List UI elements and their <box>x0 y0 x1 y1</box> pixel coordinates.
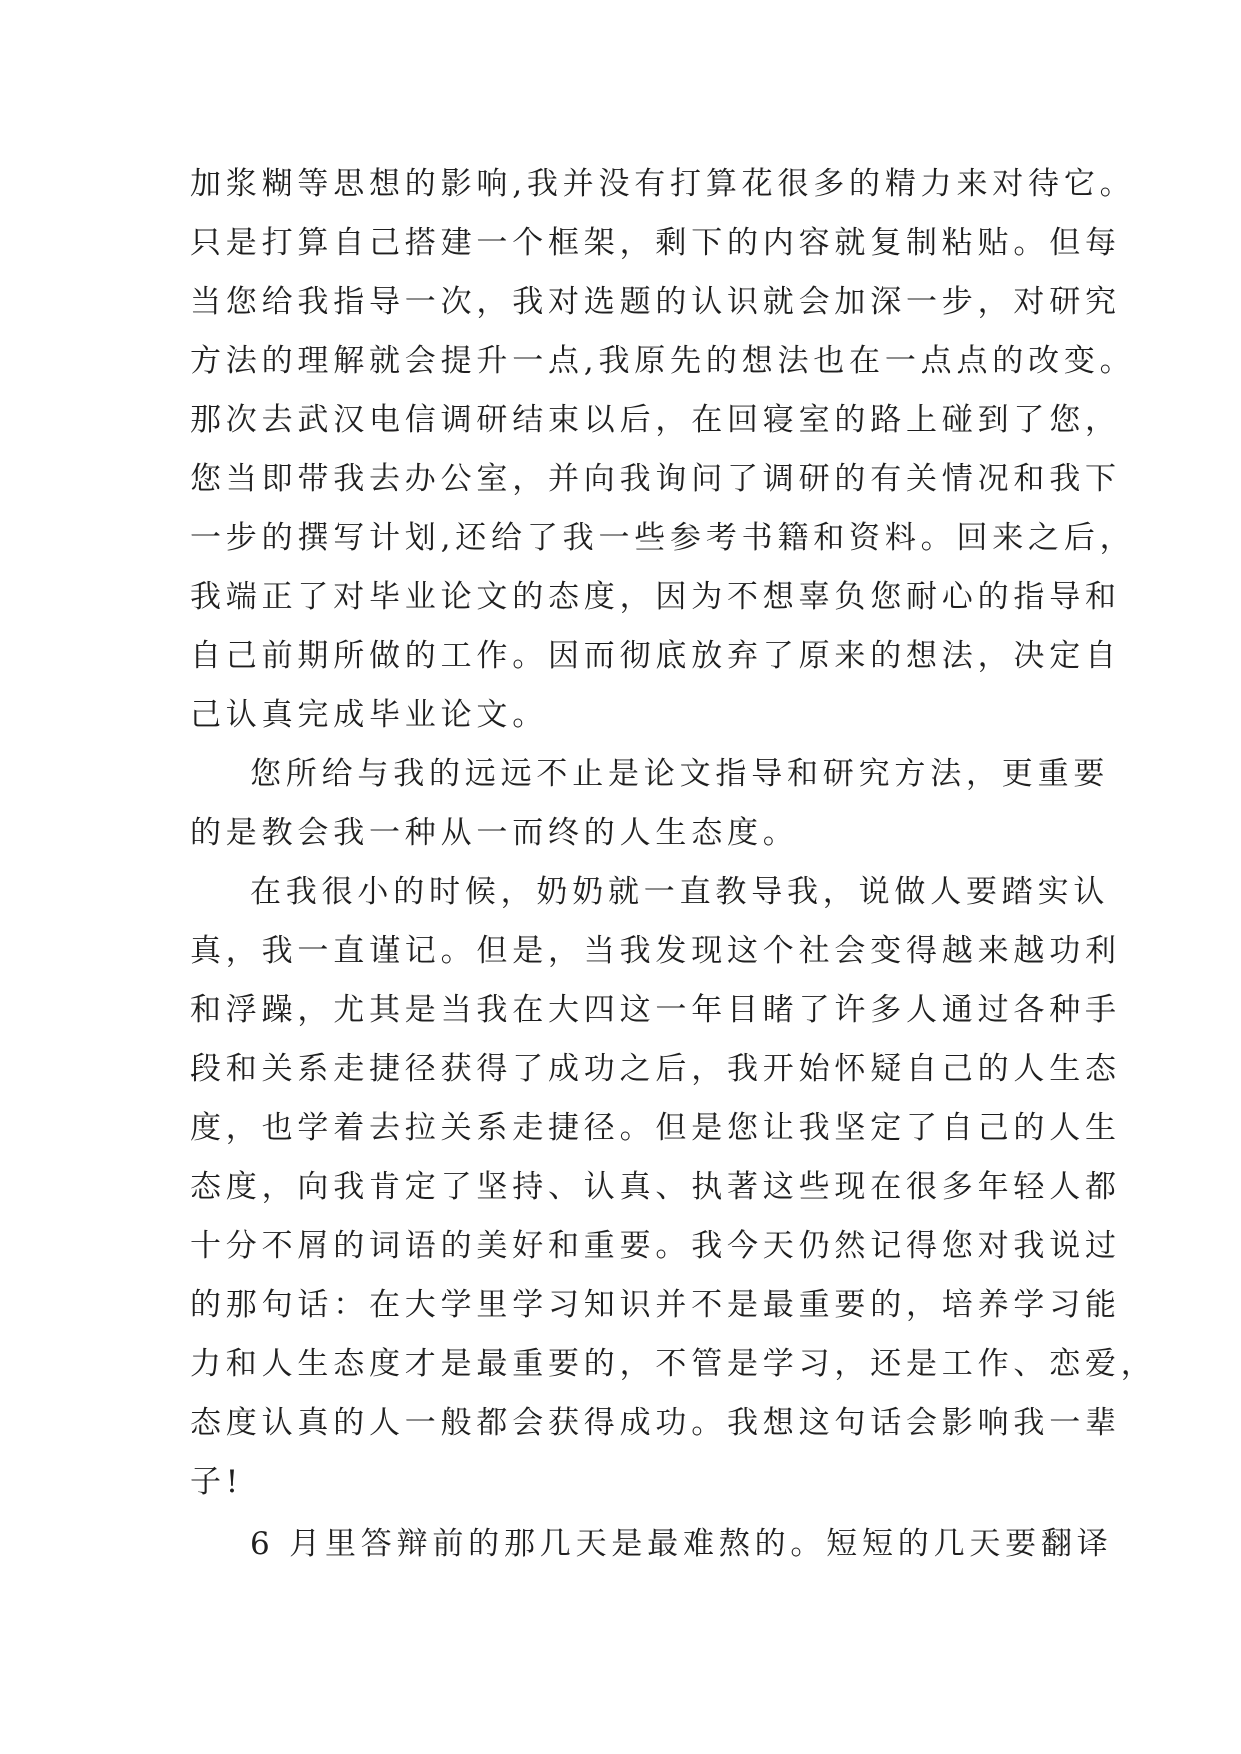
paragraph-first-line: 在我很小的时候，奶奶就一直教导我，说做人要踏实认 <box>250 874 1110 910</box>
text-line: 子! <box>190 1464 244 1500</box>
text-line: 的是教会我一种从一而终的人生态度。 <box>190 815 799 851</box>
text-line: 真，我一直谨记。但是，当我发现这个社会变得越来越功利 <box>190 933 1121 969</box>
text-line: 一步的撰写计划,还给了我一些参考书籍和资料。回来之后， <box>190 520 1136 556</box>
text-line: 只是打算自己搭建一个框架，剩下的内容就复制粘贴。但每 <box>190 225 1121 261</box>
paragraph-first-line: 您所给与我的远远不止是论文指导和研究方法，更重要 <box>250 756 1110 792</box>
text-line: 的那句话：在大学里学习知识并不是最重要的，培养学习能 <box>190 1287 1121 1323</box>
text-line: 度，也学着去拉关系走捷径。但是您让我坚定了自己的人生 <box>190 1110 1121 1146</box>
text-line: 力和人生态度才是最重要的，不管是学习，还是工作、恋爱， <box>190 1346 1157 1382</box>
text-line: 方法的理解就会提升一点,我原先的想法也在一点点的改变。 <box>190 343 1136 379</box>
text-line: 段和关系走捷径获得了成功之后，我开始怀疑自己的人生态 <box>190 1051 1121 1087</box>
text-line: 我端正了对毕业论文的态度，因为不想辜负您耐心的指导和 <box>190 579 1121 615</box>
text-line: 和浮躁，尤其是当我在大四这一年目睹了许多人通过各种手 <box>190 992 1121 1028</box>
text-line: 自己前期所做的工作。因而彻底放弃了原来的想法，决定自 <box>190 638 1121 674</box>
paragraph-first-line: 6 月里答辩前的那几天是最难熬的。短短的几天要翻译 <box>250 1526 1113 1562</box>
text-line: 十分不屑的词语的美好和重要。我今天仍然记得您对我说过 <box>190 1228 1121 1264</box>
text-line: 加浆糊等思想的影响,我并没有打算花很多的精力来对待它。 <box>190 166 1136 202</box>
text-line: 态度，向我肯定了坚持、认真、执著这些现在很多年轻人都 <box>190 1169 1121 1205</box>
text-line: 您当即带我去办公室，并向我询问了调研的有关情况和我下 <box>190 461 1121 497</box>
text-line: 当您给我指导一次，我对选题的认识就会加深一步，对研究 <box>190 284 1121 320</box>
text-line: 那次去武汉电信调研结束以后，在回寝室的路上碰到了您， <box>190 402 1121 438</box>
text-line: 己认真完成毕业论文。 <box>190 697 548 733</box>
text-line: 态度认真的人一般都会获得成功。我想这句话会影响我一辈 <box>190 1405 1121 1441</box>
